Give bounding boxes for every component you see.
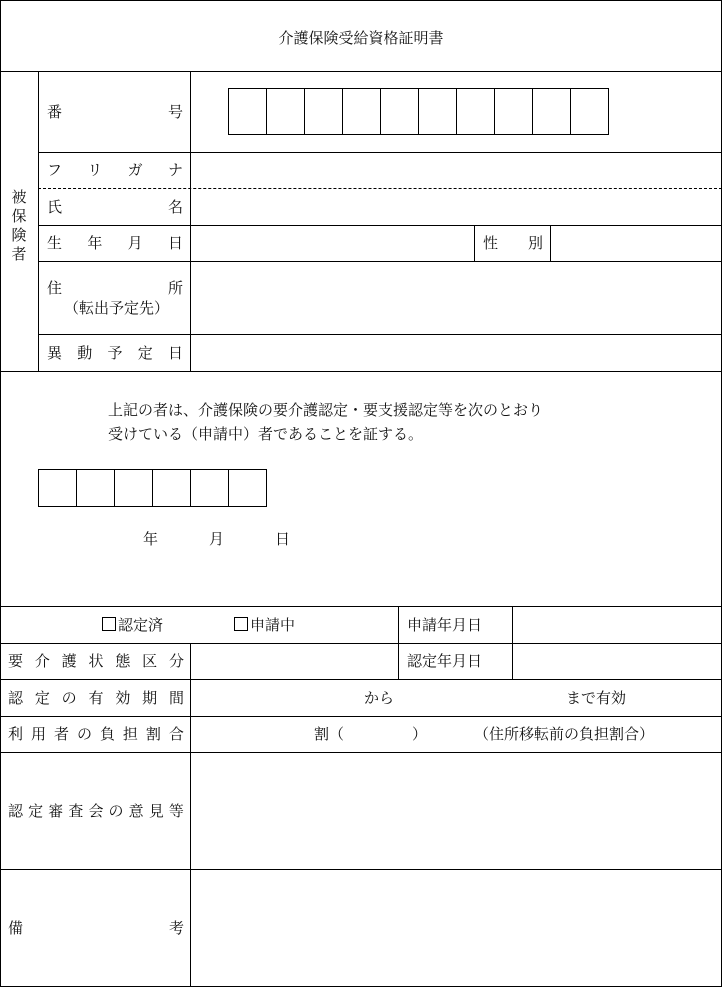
line <box>38 334 722 335</box>
date-digit-box[interactable] <box>190 469 229 507</box>
line <box>0 752 722 753</box>
certified-checkbox-label[interactable]: 認定済 <box>102 616 163 634</box>
number-digit-box[interactable] <box>456 88 495 135</box>
date-digit-box[interactable] <box>152 469 191 507</box>
remarks-label: 備 考 <box>8 919 184 937</box>
move-date-label: 異 動 予 定 日 <box>47 344 183 362</box>
number-digit-box[interactable] <box>304 88 343 135</box>
line <box>0 716 722 717</box>
validity-label: 認 定 の 有 効 期 間 <box>8 689 184 707</box>
number-digit-box[interactable] <box>418 88 457 135</box>
year-label: 年 <box>143 530 159 548</box>
number-digit-box[interactable] <box>342 88 381 135</box>
committee-label: 認 定 審 査 会 の 意 見 等 <box>8 802 184 820</box>
number-digit-box[interactable] <box>532 88 571 135</box>
day-label: 日 <box>275 530 291 548</box>
statement-line-1: 上記の者は、介護保険の要介護認定・要支援認定等を次のとおり <box>108 401 544 419</box>
number-digit-box[interactable] <box>570 88 609 135</box>
burden-label: 利 用 者 の 負 担 割 合 <box>8 725 184 743</box>
validity-until-text: まで有効 <box>566 689 627 707</box>
burden-wari-text: 割（ <box>314 725 345 743</box>
month-label: 月 <box>209 530 225 548</box>
line <box>38 152 722 153</box>
applying-checkbox-label[interactable]: 申請中 <box>234 616 295 634</box>
gender-label: 性 別 <box>483 234 543 252</box>
number-label: 番 号 <box>47 103 183 121</box>
furigana-label: フ リ ガ ナ <box>47 161 183 179</box>
line <box>190 71 191 371</box>
certified-checkbox[interactable] <box>102 617 116 631</box>
number-digit-box[interactable] <box>266 88 305 135</box>
applying-checkbox[interactable] <box>234 617 248 631</box>
birthdate-label: 生 年 月 日 <box>47 234 183 252</box>
address-sub-label: （転出予定先） <box>64 299 170 317</box>
insured-section-label: 被保険者 <box>11 188 27 263</box>
line <box>0 643 722 644</box>
burden-close-paren: ） <box>412 725 428 743</box>
statement-line-2: 受けている（申請中）者であることを証する。 <box>108 425 424 443</box>
line <box>0 71 722 72</box>
line <box>38 71 39 371</box>
line <box>474 225 475 261</box>
name-label: 氏 名 <box>47 198 183 216</box>
burden-note: （住所移転前の負担割合） <box>474 725 655 743</box>
form-title: 介護保険受給資格証明書 <box>278 29 444 47</box>
line <box>0 371 722 372</box>
number-digit-box[interactable] <box>494 88 533 135</box>
number-digit-box[interactable] <box>228 88 267 135</box>
line <box>38 261 722 262</box>
care-level-label: 要 介 護 状 態 区 分 <box>8 652 184 670</box>
number-digit-box[interactable] <box>380 88 419 135</box>
address-label: 住 所 <box>47 279 183 297</box>
line <box>190 643 191 987</box>
dashed-line <box>38 188 722 189</box>
date-digit-box[interactable] <box>76 469 115 507</box>
validity-from-text: から <box>364 689 395 707</box>
date-digit-box[interactable] <box>228 469 267 507</box>
date-digit-box[interactable] <box>38 469 77 507</box>
line <box>512 606 513 679</box>
line <box>550 225 551 261</box>
certification-date-label: 認定年月日 <box>407 652 483 670</box>
application-date-label: 申請年月日 <box>407 616 483 634</box>
line <box>38 225 722 226</box>
line <box>398 606 399 679</box>
line <box>0 869 722 870</box>
date-digit-box[interactable] <box>114 469 153 507</box>
line <box>0 679 722 680</box>
line <box>0 606 722 607</box>
